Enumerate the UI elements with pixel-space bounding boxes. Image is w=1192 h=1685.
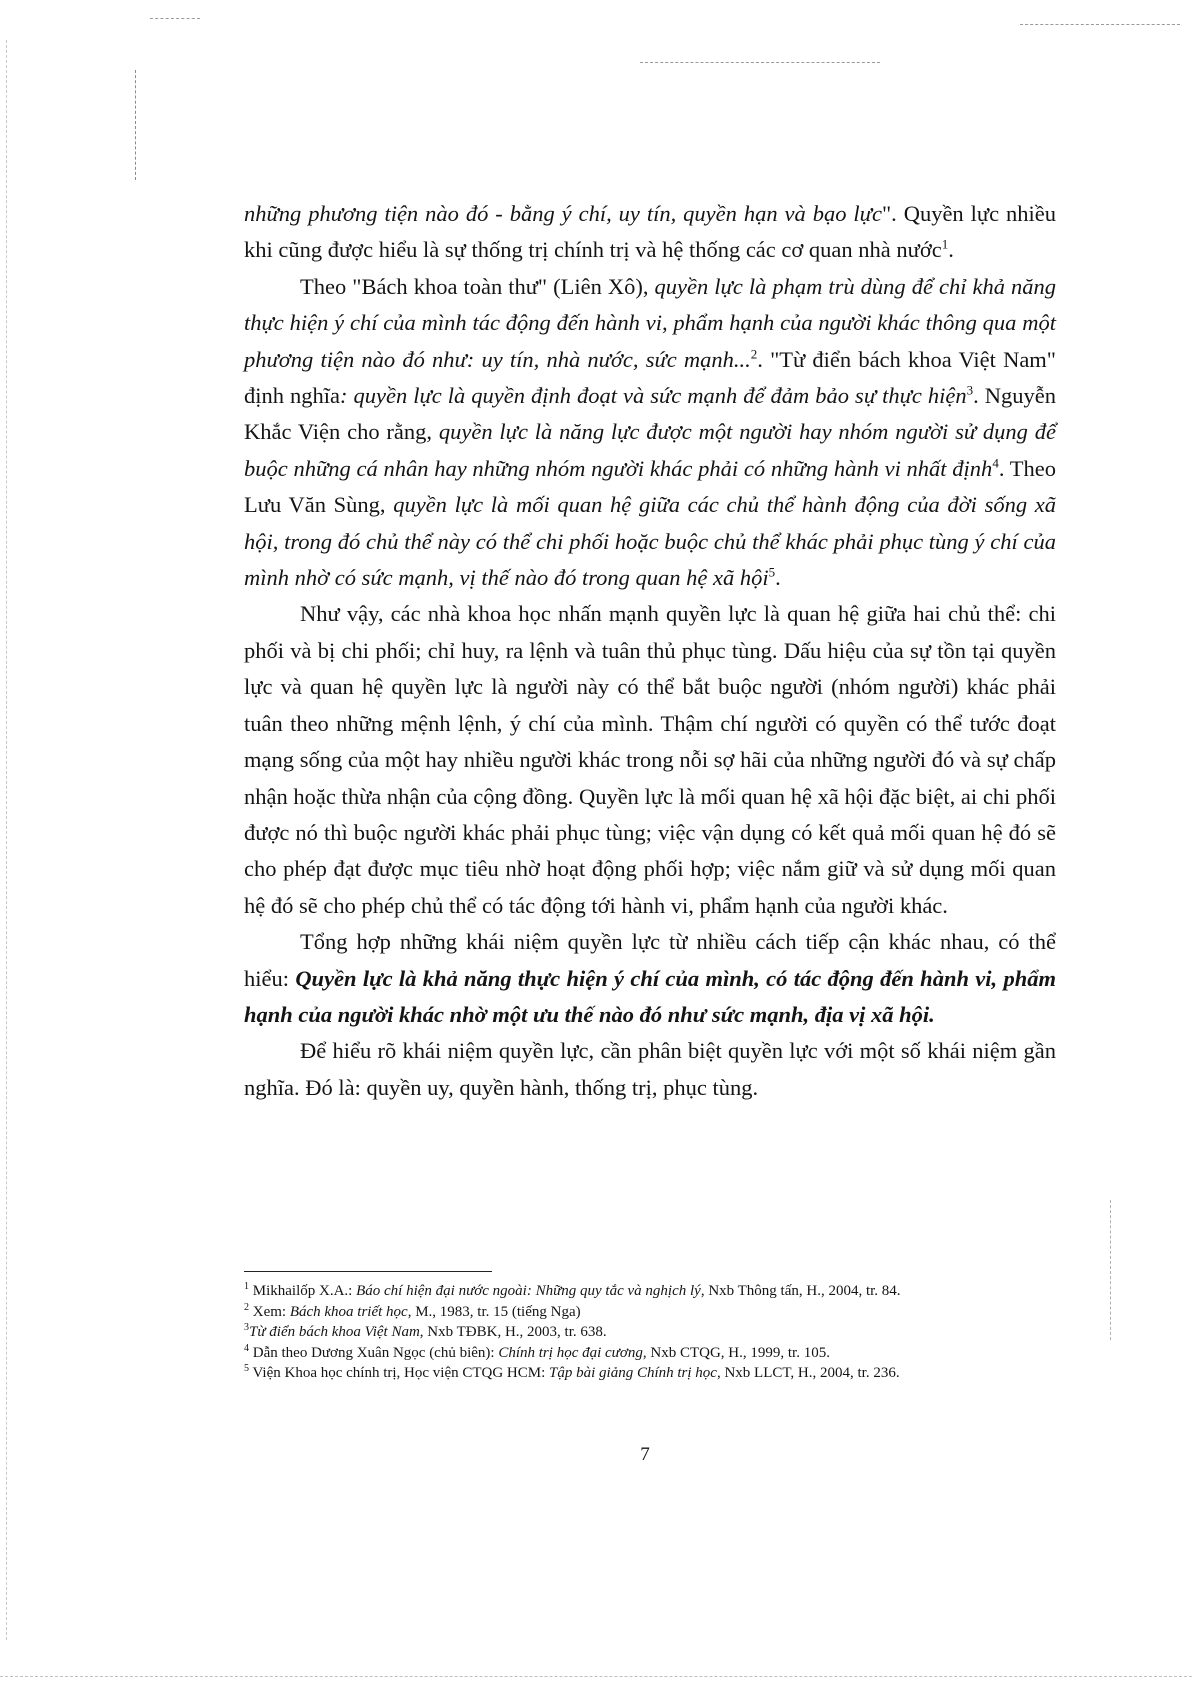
text-run: , M., 1983, tr. 15 (tiếng Nga): [407, 1303, 581, 1320]
footnote-ref: 1: [244, 1281, 249, 1292]
text-run: Viện Khoa học chính trị, Học viện CTQG HCM:: [249, 1365, 550, 1382]
text-run: Bách khoa triết học: [289, 1303, 408, 1320]
scan-artifact-top-left: [150, 18, 200, 19]
scan-artifact-left-edge: [6, 40, 7, 1640]
page-body: [244, 196, 1056, 1106]
footnote-divider: [244, 1271, 492, 1272]
footnote: [244, 1363, 1056, 1384]
text-run: Mikhailốp X.A.:: [249, 1283, 357, 1299]
text-run: Báo chí hiện đại nước ngoài: Những quy tắc và nghịch lý: [356, 1283, 701, 1299]
footnote: [244, 1302, 1056, 1323]
text-run: Như vậy, các nhà khoa học nhấn mạnh quyền lực là quan hệ giữa hai chủ thể: chi phối và bị chi phối; chỉ huy, ra lệnh và tuân thủ phục tùng. Dấu hiệu của sự tồn tại quyền lực và quan hệ quyền lực là người này có thể bắt buộc người (nhóm người) khác phải tuân theo những mệnh lệnh, ý chí của mình. Thậm chí người có quyền có thể tước đoạt mạng sống của một hay nhiều người khác trong nỗi sợ hãi của những người đó và sự chấp nhận hoặc thừa nhận của cộng đồng. Quyền lực là mối quan hệ xã hội đặc biệt, ai chi phối được nó thì buộc người khác phải phục tùng; việc vận dụng có kết quả mối quan hệ đó sẽ cho phép đạt được mục tiêu nhờ hoạt động phối hợp; việc nắm giữ và sử dụng mối quan hệ đó sẽ cho phép chủ thể có tác động tới hành vi, phẩm hạnh của người khác.: [244, 601, 1056, 918]
text-run: Để hiểu rõ khái niệm quyền lực, cần phân biệt quyền lực với một số khái niệm gần nghĩa. Đó là: quyền uy, quyền hành, thống trị, phục tùng.: [244, 1038, 1056, 1100]
text-run: , Nxb CTQG, H., 1999, tr. 105.: [642, 1344, 830, 1361]
scan-artifact-right-margin: [1110, 1200, 1111, 1340]
text-run: , Nxb LLCT, H., 2004, tr. 236.: [716, 1365, 900, 1382]
text-run: . "Từ điển bách khoa Việt Nam" định nghĩa: [244, 346, 1056, 409]
paragraph: [244, 269, 1056, 597]
text-run: Từ điển bách khoa Việt Nam: [249, 1324, 420, 1341]
scan-artifact-bottom: [0, 1676, 1192, 1677]
scan-artifact-left-margin: [135, 70, 136, 180]
page-number: 7: [640, 1444, 650, 1465]
paragraph: [244, 596, 1056, 924]
text-run: .: [948, 237, 954, 263]
footnote-ref: 2: [750, 346, 758, 362]
text-run: , Nxb Thông tấn, H., 2004, tr. 84.: [700, 1283, 901, 1299]
text-run: quyền lực là mối quan hệ giữa các chủ thể hành động của đời sống xã hội, trong đó chủ thể này có thể chi phối hoặc buộc chủ thể khác phải phục tùng ý chí của mình nhờ có sức mạnh, vị thế nào đó trong quan hệ xã hội: [244, 492, 1056, 591]
text-run: .: [775, 565, 781, 591]
footnote: [244, 1281, 1056, 1302]
text-run: Tập bài giảng Chính trị học: [549, 1365, 717, 1382]
footnote-ref: 1: [941, 236, 949, 252]
text-run: . Theo Lưu Văn Sùng,: [244, 455, 1056, 518]
text-run: những phương tiện nào đó - bằng ý chí, uy tín, quyền hạn và bạo lực: [244, 201, 882, 226]
text-run: Tổng hợp những khái niệm quyền lực từ nhiều cách tiếp cận khác nhau, có thể hiểu:: [244, 929, 1056, 991]
paragraph: [244, 196, 1056, 269]
text-run: quyền lực là phạm trù dùng để chỉ khả năng thực hiện ý chí của mình tác động đến hành vi, phẩm hạnh của người khác thông qua một phương tiện nào đó như: uy tín, nhà nước, sức mạnh...: [244, 273, 1057, 372]
text-run: ". Quyền lực nhiều khi cũng được hiểu là sự thống trị chính trị và hệ thống các cơ quan nhà nước: [244, 201, 1056, 263]
footnote-ref: 5: [768, 564, 776, 580]
footnote: [244, 1343, 1056, 1364]
text-run: Theo "Bách khoa toàn thư" (Liên Xô),: [300, 273, 655, 299]
text-run: Quyền lực là khả năng thực hiện ý chí của mình, có tác động đến hành vi, phẩm hạnh của người khác nhờ một ưu thế nào đó như sức mạnh, địa vị xã hội.: [244, 965, 1056, 1027]
text-run: Xem:: [249, 1303, 290, 1320]
text-run: , Nxb TĐBK, H., 2003, tr. 638.: [419, 1324, 607, 1341]
paragraph: [244, 1033, 1056, 1106]
text-run: Chính trị học đại cương: [498, 1344, 643, 1361]
footnote: [244, 1322, 1056, 1343]
scan-artifact-top-center: [640, 62, 880, 63]
footnote-ref: 3: [966, 382, 974, 398]
footnotes: [244, 1281, 1056, 1384]
footnote-ref: 2: [244, 1301, 249, 1313]
footnote-ref: 5: [244, 1363, 249, 1375]
text-run: quyền lực là năng lực được một người hay nhóm người sử dụng để buộc những cá nhân hay những nhóm người khác phải có những hành vi nhất định: [244, 419, 1056, 481]
paragraph: [244, 924, 1056, 1033]
text-run: : quyền lực là quyền định đoạt và sức mạnh để đảm bảo sự thực hiện: [340, 383, 967, 409]
footnote-ref: 4: [244, 1342, 249, 1354]
footnote-ref: 4: [992, 455, 999, 471]
text-run: Dẫn theo Dương Xuân Ngọc (chủ biên):: [249, 1344, 499, 1361]
scan-artifact-top-right: [1020, 24, 1180, 25]
footnote-ref: 3: [244, 1322, 249, 1334]
text-run: . Nguyễn Khắc Viện cho rằng,: [244, 383, 1056, 445]
